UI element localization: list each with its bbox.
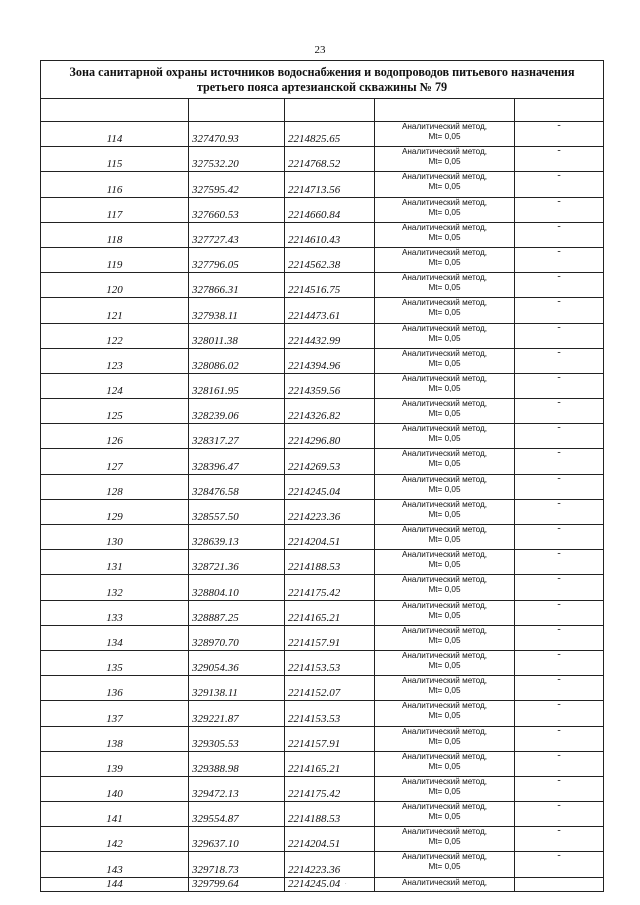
coordinate-y: 2214245.04: [285, 877, 375, 891]
method-accuracy: Mt= 0,05: [428, 635, 461, 645]
method-name: Аналитический метод,: [401, 751, 488, 761]
point-number: 131: [41, 550, 189, 575]
point-number: 135: [41, 650, 189, 675]
accuracy-value: -: [515, 499, 604, 524]
point-number: 115: [41, 147, 189, 172]
coordinate-y: 2214562.38: [285, 247, 375, 272]
method-accuracy: Mt= 0,05: [428, 686, 461, 696]
method-name: Аналитический метод,: [401, 399, 488, 409]
table-row: [41, 650, 604, 675]
coordinate-y: 2214610.43: [285, 222, 375, 247]
method-name: Аналитический метод,: [401, 373, 488, 383]
coordinate-x: 328721.36: [189, 550, 285, 575]
method-name: Аналитический метод,: [401, 147, 488, 157]
point-number: 117: [41, 197, 189, 222]
method-accuracy: Mt= 0,05: [428, 786, 461, 796]
determination-method: [375, 122, 515, 147]
method-name: Аналитический метод,: [401, 273, 488, 283]
coordinate-x: 327796.05: [189, 247, 285, 272]
coordinate-y: 2214660.84: [285, 197, 375, 222]
table-row: [41, 499, 604, 524]
coordinate-x: 329472.13: [189, 776, 285, 801]
table-row: [41, 348, 604, 373]
method-name: Аналитический метод,: [401, 726, 488, 736]
table-row: [41, 701, 604, 726]
table-row: [41, 247, 604, 272]
accuracy-value: -: [515, 449, 604, 474]
table-row: [41, 802, 604, 827]
accuracy-value: -: [515, 751, 604, 776]
point-number: 114: [41, 122, 189, 147]
coordinate-x: 327660.53: [189, 197, 285, 222]
method-name: Аналитический метод,: [401, 348, 488, 358]
accuracy-value: -: [515, 701, 604, 726]
accuracy-value: -: [515, 575, 604, 600]
determination-method: [375, 827, 515, 852]
method-name: Аналитический метод,: [401, 323, 488, 333]
accuracy-value: -: [515, 525, 604, 550]
accuracy-value: -: [515, 852, 604, 877]
table-row: [41, 525, 604, 550]
determination-method: [375, 298, 515, 323]
method-name: Аналитический метод,: [401, 701, 488, 711]
point-number: 144: [41, 877, 189, 891]
table-row: [41, 222, 604, 247]
method-name: Аналитический метод,: [401, 298, 488, 308]
point-number: 138: [41, 726, 189, 751]
method-accuracy: Mt= 0,05: [428, 535, 461, 544]
accuracy-value: -: [515, 197, 604, 222]
point-number: 143: [41, 852, 189, 877]
coordinate-x: 329054.36: [189, 650, 285, 675]
coordinate-x: 328476.58: [189, 474, 285, 499]
table-row: [41, 298, 604, 323]
coordinate-y: 2214713.56: [285, 172, 375, 197]
accuracy-value: -: [515, 373, 604, 398]
table-row: [41, 424, 604, 449]
coordinate-x: 328970.70: [189, 625, 285, 650]
method-name: Аналитический метод,: [401, 827, 488, 837]
method-accuracy: Mt= 0,05: [428, 862, 461, 872]
determination-method: [375, 348, 515, 373]
point-number: 123: [41, 348, 189, 373]
method-name: Аналитический метод,: [401, 852, 488, 862]
point-number: 121: [41, 298, 189, 323]
determination-method: [375, 222, 515, 247]
point-number: 137: [41, 701, 189, 726]
table-row: [41, 172, 604, 197]
coordinate-x: 327727.43: [189, 222, 285, 247]
determination-method: [375, 676, 515, 701]
coordinate-x: 329138.11: [189, 676, 285, 701]
determination-method: [375, 399, 515, 424]
point-number: 139: [41, 751, 189, 776]
method-accuracy: Mt= 0,05: [428, 409, 461, 419]
accuracy-value: -: [515, 827, 604, 852]
coordinate-y: 2214188.53: [285, 550, 375, 575]
point-number: 119: [41, 247, 189, 272]
accuracy-value: -: [515, 676, 604, 701]
determination-method: [375, 701, 515, 726]
method-accuracy: Mt= 0,05: [428, 308, 461, 318]
coordinate-y: 2214165.21: [285, 600, 375, 625]
table-row: [41, 600, 604, 625]
coordinate-y: 2214175.42: [285, 776, 375, 801]
table-row: [41, 852, 604, 877]
method-accuracy: Mt= 0,05: [428, 358, 461, 368]
point-number: 128: [41, 474, 189, 499]
coordinate-y: 2214204.51: [285, 827, 375, 852]
point-number: 116: [41, 172, 189, 197]
method-name: Аналитический метод,: [401, 676, 488, 686]
determination-method: [375, 525, 515, 550]
method-name: Аналитический метод,: [401, 197, 488, 207]
method-name: Аналитический метод,: [401, 776, 488, 786]
scan-speck: .: [345, 880, 347, 886]
method-name: Аналитический метод,: [401, 625, 488, 635]
determination-method: [375, 776, 515, 801]
method-accuracy: Mt= 0,05: [428, 257, 461, 267]
coordinate-y: 2214157.91: [285, 625, 375, 650]
method-accuracy: Mt= 0,05: [428, 383, 461, 393]
point-number: 127: [41, 449, 189, 474]
method-accuracy: Mt= 0,05: [428, 660, 461, 670]
coordinate-y: 2214204.51: [285, 525, 375, 550]
coordinate-y: 2214473.61: [285, 298, 375, 323]
method-name: Аналитический метод,: [401, 247, 488, 257]
coordinate-x: 328086.02: [189, 348, 285, 373]
coordinate-y: 2214153.53: [285, 701, 375, 726]
table-row: [41, 726, 604, 751]
method-accuracy: Mt= 0,05: [428, 459, 461, 469]
method-name: Аналитический метод,: [401, 122, 488, 131]
point-number: 118: [41, 222, 189, 247]
coordinate-y: 2214432.99: [285, 323, 375, 348]
point-number: 134: [41, 625, 189, 650]
coordinate-x: 329305.53: [189, 726, 285, 751]
determination-method: [375, 449, 515, 474]
coordinate-y: 2214175.42: [285, 575, 375, 600]
accuracy-value: -: [515, 650, 604, 675]
table-row: [41, 676, 604, 701]
determination-method: [375, 323, 515, 348]
method-accuracy: Mt= 0,05: [428, 232, 461, 242]
coordinate-y: 2214165.21: [285, 751, 375, 776]
accuracy-value: -: [515, 323, 604, 348]
coordinate-x: 327938.11: [189, 298, 285, 323]
method-accuracy: Mt= 0,05: [428, 509, 461, 519]
accuracy-value: -: [515, 222, 604, 247]
coordinate-x: 328887.25: [189, 600, 285, 625]
method-accuracy: Mt= 0,05: [428, 812, 461, 822]
accuracy-value: -: [515, 348, 604, 373]
accuracy-value: [515, 877, 604, 891]
point-number: 125: [41, 399, 189, 424]
coordinate-x: 327470.93: [189, 122, 285, 147]
point-number: 132: [41, 575, 189, 600]
determination-method: [375, 373, 515, 398]
table-title: Зона санитарной охраны источников водоснабжения и водопроводов питьевого назначения третьего пояса артезианской скважины № 79: [41, 61, 604, 99]
coordinate-y: 2214516.75: [285, 273, 375, 298]
point-number: 140: [41, 776, 189, 801]
method-name: Аналитический метод,: [401, 650, 488, 660]
coordinate-x: 329388.98: [189, 751, 285, 776]
determination-method: [375, 147, 515, 172]
determination-method: [375, 802, 515, 827]
coordinate-y: 2214359.56: [285, 373, 375, 398]
method-name: Аналитический метод,: [401, 802, 488, 812]
coordinate-x: 329554.87: [189, 802, 285, 827]
determination-method: [375, 424, 515, 449]
table-row: [41, 399, 604, 424]
determination-method: [375, 474, 515, 499]
determination-method: [375, 550, 515, 575]
coordinate-y: 2214153.53: [285, 650, 375, 675]
method-accuracy: Mt= 0,05: [428, 333, 461, 343]
determination-method: [375, 877, 515, 891]
accuracy-value: -: [515, 776, 604, 801]
table-row: [41, 323, 604, 348]
method-accuracy: Mt= 0,05: [428, 711, 461, 721]
table-spacer-row: [41, 99, 604, 122]
method-name: Аналитический метод,: [401, 877, 488, 887]
coordinate-x: 328804.10: [189, 575, 285, 600]
accuracy-value: -: [515, 424, 604, 449]
coordinate-x: 328011.38: [189, 323, 285, 348]
coordinate-x: 328557.50: [189, 499, 285, 524]
accuracy-value: -: [515, 399, 604, 424]
coordinate-y: 2214326.82: [285, 399, 375, 424]
table-row: [41, 373, 604, 398]
coordinate-x: 327595.42: [189, 172, 285, 197]
coordinate-y: 2214394.96: [285, 348, 375, 373]
determination-method: [375, 273, 515, 298]
point-number: 141: [41, 802, 189, 827]
coordinate-x: 328317.27: [189, 424, 285, 449]
accuracy-value: -: [515, 726, 604, 751]
method-name: Аналитический метод,: [401, 600, 488, 610]
table-row: [41, 550, 604, 575]
method-accuracy: Mt= 0,05: [428, 157, 461, 167]
determination-method: [375, 852, 515, 877]
coordinate-x: 329799.64: [189, 877, 285, 891]
point-number: 120: [41, 273, 189, 298]
method-name: Аналитический метод,: [401, 449, 488, 459]
method-accuracy: Mt= 0,05: [428, 761, 461, 771]
coordinate-y: 2214296.80: [285, 424, 375, 449]
method-accuracy: Mt= 0,05: [428, 283, 461, 293]
method-name: Аналитический метод,: [401, 172, 488, 182]
table-title-row: [41, 61, 604, 99]
point-number: 142: [41, 827, 189, 852]
table-row: [41, 197, 604, 222]
point-number: 124: [41, 373, 189, 398]
method-accuracy: Mt= 0,05: [428, 837, 461, 847]
table-row: [41, 474, 604, 499]
coordinate-y: 2214825.65: [285, 122, 375, 147]
determination-method: [375, 172, 515, 197]
determination-method: [375, 575, 515, 600]
accuracy-value: -: [515, 172, 604, 197]
method-accuracy: Mt= 0,05: [428, 132, 461, 141]
table-row: [41, 776, 604, 801]
table-row: [41, 449, 604, 474]
method-accuracy: Mt= 0,05: [428, 434, 461, 444]
coordinates-table: [40, 60, 604, 892]
method-accuracy: Mt= 0,05: [428, 207, 461, 217]
table-row: [41, 877, 604, 891]
coordinates-table-body: [41, 61, 604, 892]
coordinate-x: 328396.47: [189, 449, 285, 474]
determination-method: [375, 625, 515, 650]
point-number: 130: [41, 525, 189, 550]
coordinate-x: 329637.10: [189, 827, 285, 852]
coordinate-y: 2214188.53: [285, 802, 375, 827]
coordinate-y: 2214157.91: [285, 726, 375, 751]
method-name: Аналитический метод,: [401, 499, 488, 509]
point-number: 129: [41, 499, 189, 524]
coordinate-x: 328161.95: [189, 373, 285, 398]
determination-method: [375, 197, 515, 222]
table-row: [41, 273, 604, 298]
point-number: 133: [41, 600, 189, 625]
accuracy-value: -: [515, 625, 604, 650]
accuracy-value: -: [515, 600, 604, 625]
table-row: [41, 625, 604, 650]
coordinate-y: 2214768.52: [285, 147, 375, 172]
method-name: Аналитический метод,: [401, 525, 488, 534]
coordinate-y: 2214223.36: [285, 499, 375, 524]
determination-method: [375, 726, 515, 751]
accuracy-value: -: [515, 298, 604, 323]
accuracy-value: -: [515, 474, 604, 499]
accuracy-value: -: [515, 247, 604, 272]
determination-method: [375, 600, 515, 625]
coordinate-x: 329718.73: [189, 852, 285, 877]
coordinate-x: 327532.20: [189, 147, 285, 172]
coordinate-x: 328639.13: [189, 525, 285, 550]
method-name: Аналитический метод,: [401, 424, 488, 434]
table-row: [41, 827, 604, 852]
accuracy-value: -: [515, 802, 604, 827]
determination-method: [375, 499, 515, 524]
coordinate-y: 2214223.36: [285, 852, 375, 877]
table-row: [41, 122, 604, 147]
method-accuracy: Mt= 0,05: [428, 585, 461, 595]
table-row: [41, 751, 604, 776]
method-accuracy: Mt= 0,05: [428, 484, 461, 494]
accuracy-value: -: [515, 122, 604, 147]
method-name: Аналитический метод,: [401, 222, 488, 232]
table-row: [41, 147, 604, 172]
method-name: Аналитический метод,: [401, 474, 488, 484]
coordinate-x: 328239.06: [189, 399, 285, 424]
page-number: 23: [314, 44, 326, 56]
method-name: Аналитический метод,: [401, 550, 488, 560]
point-number: 136: [41, 676, 189, 701]
coordinate-y: 2214245.04: [285, 474, 375, 499]
method-name: Аналитический метод,: [401, 575, 488, 585]
coordinate-y: 2214152.07: [285, 676, 375, 701]
coordinate-x: 327866.31: [189, 273, 285, 298]
accuracy-value: -: [515, 273, 604, 298]
method-accuracy: Mt= 0,05: [428, 610, 461, 620]
determination-method: [375, 751, 515, 776]
method-accuracy: Mt= 0,05: [428, 736, 461, 746]
method-accuracy: Mt= 0,05: [428, 560, 461, 570]
determination-method: [375, 650, 515, 675]
coordinate-y: 2214269.53: [285, 449, 375, 474]
table-row: [41, 575, 604, 600]
determination-method: [375, 247, 515, 272]
point-number: 126: [41, 424, 189, 449]
accuracy-value: -: [515, 550, 604, 575]
coordinate-x: 329221.87: [189, 701, 285, 726]
accuracy-value: -: [515, 147, 604, 172]
point-number: 122: [41, 323, 189, 348]
method-accuracy: Mt= 0,05: [428, 182, 461, 192]
